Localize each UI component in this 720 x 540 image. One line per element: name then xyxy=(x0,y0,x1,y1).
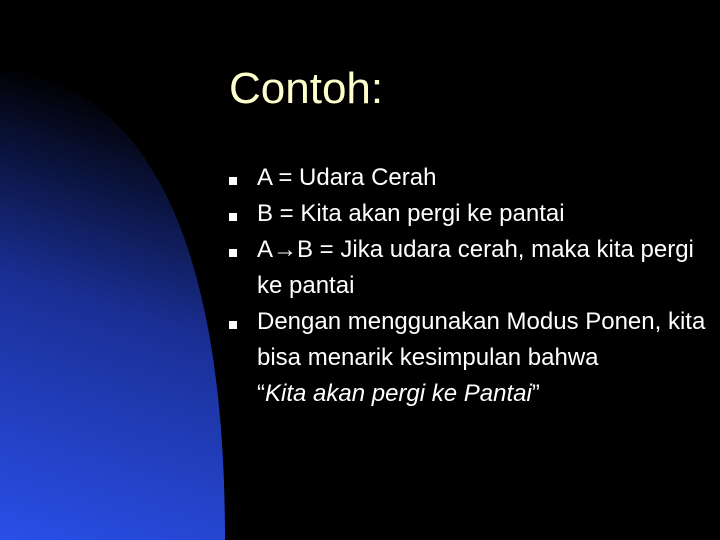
bullet-text: A = Udara Cerah xyxy=(257,164,437,191)
square-bullet-icon xyxy=(229,249,237,257)
bullet-text: Dengan menggunakan Modus Ponen, kita bisa menarik kesimpulan bahwa xyxy=(257,308,706,371)
quoted-conclusion: Kita akan pergi ke Pantai xyxy=(265,380,532,407)
bullet-item xyxy=(229,196,709,232)
bullet-list xyxy=(229,160,709,412)
close-quote: ” xyxy=(531,380,540,407)
slide-title: Contoh: xyxy=(229,64,384,113)
square-bullet-icon xyxy=(229,177,237,185)
conclusion-quote xyxy=(257,376,709,412)
bullet-text: B = Kita akan pergi ke pantai xyxy=(257,200,565,227)
open-quote: “ xyxy=(257,380,265,407)
bullet-item xyxy=(229,232,709,304)
square-bullet-icon xyxy=(229,321,237,329)
bullet-item xyxy=(229,304,709,412)
bullet-item xyxy=(229,160,709,196)
bullet-text: A→B = Jika udara cerah, maka kita pergi ke pantai xyxy=(257,236,694,299)
square-bullet-icon xyxy=(229,213,237,221)
